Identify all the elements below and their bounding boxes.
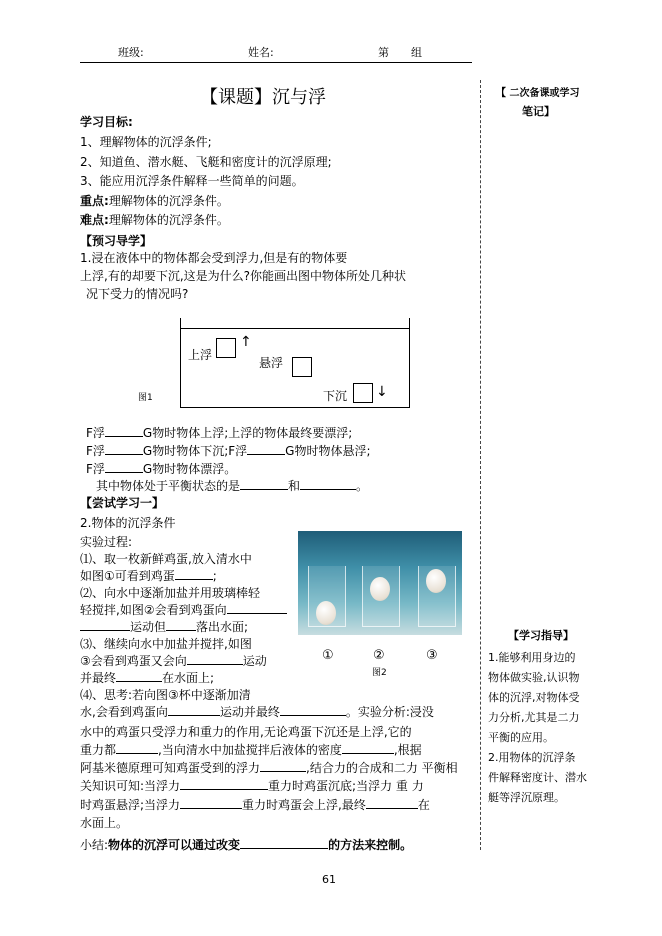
summary-line: 小结:物体的沉浮可以通过改变 的方法来控制。 [80, 838, 413, 852]
key-point: 重点:理解物体的沉浮条件。 [80, 194, 229, 208]
step-2: ⑵、向水中逐渐加盐并用玻璃棒轻 [80, 586, 261, 600]
preview-heading: 【预习导学】 [80, 234, 153, 248]
figure2-label: ③ [426, 648, 438, 663]
egg-experiment-photo [298, 531, 462, 635]
float-up-label: 上浮 [188, 348, 213, 362]
formula-line: F浮 G物时物体漂浮。 [86, 462, 237, 476]
step-4: ⑷、思考:若向图③杯中逐渐加清 [80, 688, 251, 702]
figure2-caption: 图2 [372, 668, 387, 678]
arrow-down-icon: ↓ [376, 384, 388, 400]
sink-label: 下沉 [323, 389, 348, 403]
sinking-object [353, 383, 373, 403]
analysis-line: 关知识可知:当浮力 重力时鸡蛋沉底;当浮力 重 力 [80, 779, 424, 793]
goals-heading: 学习目标: [80, 115, 133, 129]
suspend-label: 悬浮 [259, 356, 284, 370]
step-3: ⑶、继续向水中加盐并搅拌,如图 [80, 637, 252, 651]
step-2: 轻搅拌,如图②会看到鸡蛋向 [80, 601, 287, 618]
header-rule [80, 62, 472, 63]
trial-heading: 【尝试学习一】 [80, 496, 165, 510]
name-label: 姓名: [248, 46, 274, 59]
column-divider [480, 80, 481, 850]
arrow-up-icon: ↑ [240, 334, 252, 350]
analysis-line: 水中的鸡蛋只受浮力和重力的作用,无论鸡蛋下沉还是上浮,它的 [80, 725, 412, 739]
preview-question: 况下受力的情况吗? [86, 287, 189, 301]
figure2-label: ② [373, 648, 385, 663]
step-3: 并最终 在水面上; [80, 671, 215, 685]
step-2: 运动但 落出水面; [80, 618, 248, 635]
formula-line: F浮 G物时物体上浮;上浮的物体最终要漂浮; [86, 426, 353, 440]
trial-subtitle: 2.物体的沉浮条件 [80, 516, 176, 530]
goal-item: 1、理解物体的沉浮条件; [80, 135, 212, 149]
class-label: 班级: [118, 46, 144, 59]
step-1: ⑴、取一枚新鲜鸡蛋,放入清水中 [80, 552, 252, 566]
preview-question: 1.浸在液体中的物体都会受到浮力,但是有的物体要 [80, 251, 348, 265]
formula-line: F浮 G物时物体下沉;F浮 G物时物体悬浮; [86, 444, 371, 458]
page-number: 61 [322, 873, 336, 886]
goal-item: 3、能应用沉浮条件解释一些简单的问题。 [80, 174, 304, 188]
step-4: 水,会看到鸡蛋向 运动并最终 。实验分析:浸没 [80, 705, 434, 719]
figure1-caption: 图1 [138, 393, 153, 403]
step-1: 如图①可看到鸡蛋 ; [80, 569, 217, 583]
group-label: 第 组 [378, 46, 422, 59]
analysis-line: 时鸡蛋悬浮;当浮力 重力时鸡蛋会上浮,最终 在 [80, 798, 430, 812]
egg-icon [316, 601, 336, 625]
step-3: ③会看到鸡蛋又会向 运动 [80, 654, 267, 668]
notes-heading: 【 二次备课或学习 [496, 88, 580, 99]
guide-text: 1.能够利用身边的 物体做实验,认识物 体的沉浮,对物体受 力分析,尤其是二力 平衡的应用。 2.用物体的沉浮条 件解释密度计、潜水 艇等浮沉原理。 [488, 651, 587, 804]
guide-heading: 【学习指导】 [508, 629, 574, 642]
analysis-line: 阿基米德原理可知鸡蛋受到的浮力 ,结合力的合成和二力 平衡相 [80, 761, 458, 775]
trial-process: 实验过程: [80, 535, 133, 549]
difficult-point: 难点:理解物体的沉浮条件。 [80, 213, 229, 227]
suspended-object [292, 357, 312, 377]
analysis-line: 水面上。 [80, 816, 129, 830]
goal-item: 2、知道鱼、潜水艇、飞艇和密度计的沉浮原理; [80, 155, 332, 169]
balance-line: 其中物体处于平衡状态的是 和 。 [96, 479, 369, 493]
floating-object [216, 338, 236, 358]
egg-icon [426, 569, 446, 593]
analysis-line: 重力都 ,当向清水中加盐搅拌后液体的密度 ,根据 [80, 743, 422, 757]
page-title: 【课题】沉与浮 [200, 87, 326, 108]
figure2-label: ① [322, 648, 334, 663]
preview-question: 上浮,有的却要下沉,这是为什么?你能画出图中物体所处几种状 [80, 269, 407, 283]
egg-icon [370, 577, 390, 601]
notes-heading: 笔记】 [522, 105, 555, 118]
